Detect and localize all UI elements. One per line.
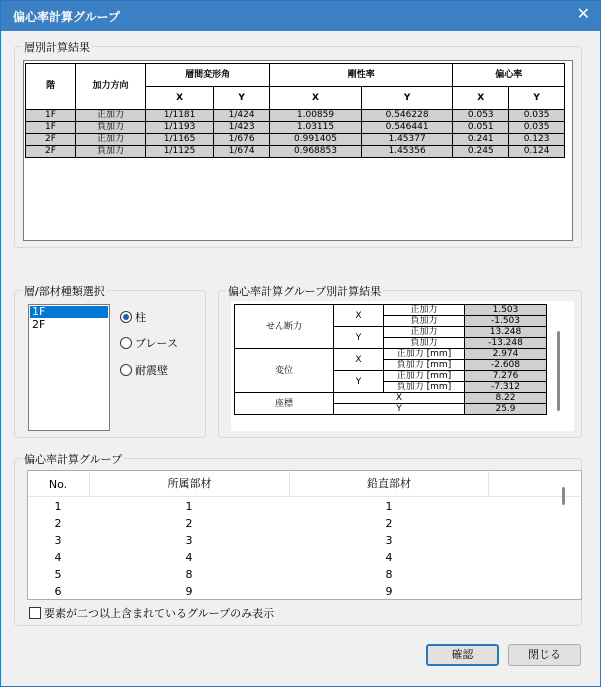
- cell-vertical: 3: [385, 534, 393, 547]
- filter-label: 要素が二つ以上含まれているグループのみ表示: [44, 607, 275, 620]
- cell-ecc-y: 0.123: [509, 134, 565, 146]
- coord-y-label: Y: [334, 404, 465, 415]
- cell-drift-x: 1/1193: [146, 122, 214, 134]
- eccentric-group-rows: [28, 498, 568, 600]
- checkbox-icon: [29, 607, 41, 619]
- cell-drift-y: 1/424: [214, 110, 270, 122]
- cell-floor: 1F: [26, 110, 76, 122]
- radio-shear-wall-label: 耐震壁: [135, 364, 168, 377]
- shear-x-label: X: [334, 305, 384, 327]
- disp-x-label: X: [334, 349, 384, 371]
- cell-drift-x: 1/1125: [146, 146, 214, 158]
- cell-ecc-y: 0.035: [509, 122, 565, 134]
- eccentric-group-table-box: [27, 470, 582, 600]
- floor-results-table-box: [23, 60, 573, 241]
- group-results-label: 偏心率計算グループ別計算結果: [228, 285, 382, 298]
- cell-ecc-x: 0.053: [453, 110, 509, 122]
- selection-group: [14, 285, 206, 438]
- group-results-group: [218, 285, 582, 438]
- cell-stiff-x: 0.991405: [270, 134, 362, 146]
- cell-member: 4: [185, 551, 193, 564]
- cell-stiff-y: 0.546228: [361, 110, 453, 122]
- disp-xp-label: 正加力 [mm]: [384, 349, 465, 360]
- disp-yp-label: 正加力 [mm]: [384, 371, 465, 382]
- col-eccentricity: 偏心率: [453, 64, 565, 87]
- cell-vertical: 1: [385, 500, 393, 513]
- cell-vertical: 2: [385, 517, 393, 530]
- cell-no: 2: [54, 517, 62, 530]
- shear-label: せん断力: [235, 305, 334, 349]
- col-drift-x: X: [146, 87, 214, 110]
- cell-floor: 1F: [26, 122, 76, 134]
- disp-label: 変位: [235, 349, 334, 393]
- list-item[interactable]: [28, 549, 568, 566]
- cell-stiff-x: 1.00859: [270, 110, 362, 122]
- radio-shear-wall[interactable]: [120, 362, 168, 378]
- cell-floor: 2F: [26, 134, 76, 146]
- cell-no: 5: [54, 568, 62, 581]
- cell-dir: 正加力: [76, 110, 146, 122]
- radio-unselected-icon: [120, 337, 132, 349]
- list-item[interactable]: [28, 515, 568, 532]
- list-item[interactable]: [28, 583, 568, 600]
- cell-ecc-x: 0.051: [453, 122, 509, 134]
- list-item[interactable]: [28, 532, 568, 549]
- col-stiffness-y: Y: [361, 87, 453, 110]
- disp-yp-value: 7.276: [465, 371, 547, 382]
- cell-stiff-x: 1.03115: [270, 122, 362, 134]
- col-drift-y: Y: [214, 87, 270, 110]
- shear-yn-label: 負加力: [384, 338, 465, 349]
- cell-vertical: 8: [385, 568, 393, 581]
- cell-no: 6: [54, 585, 62, 598]
- group-results-table-box: [231, 301, 574, 431]
- floor-list-item-1f[interactable]: 1F: [30, 306, 108, 318]
- shear-yp-value: 13.248: [465, 327, 547, 338]
- disp-yn-value: -7.312: [465, 382, 547, 393]
- cell-ecc-y: 0.035: [509, 110, 565, 122]
- disp-y-label: Y: [334, 371, 384, 393]
- floor-results-label: 層別計算結果: [24, 41, 90, 54]
- disp-yn-label: 負加力 [mm]: [384, 382, 465, 393]
- radio-brace[interactable]: [120, 335, 178, 351]
- shear-xp-label: 正加力: [384, 305, 465, 316]
- floor-listbox[interactable]: [28, 304, 110, 431]
- table-row[interactable]: [26, 146, 565, 158]
- cell-drift-x: 1/1181: [146, 110, 214, 122]
- list-item[interactable]: [28, 566, 568, 583]
- selection-label: 層/部材種類選択: [24, 285, 105, 298]
- col-member[interactable]: 所属部材: [89, 471, 289, 497]
- cell-member: 3: [185, 534, 193, 547]
- cell-no: 4: [54, 551, 62, 564]
- cell-drift-y: 1/674: [214, 146, 270, 158]
- shear-yn-value: -13.248: [465, 338, 547, 349]
- disp-xp-value: 2.974: [465, 349, 547, 360]
- col-stiffness-x: X: [270, 87, 362, 110]
- cell-member: 8: [185, 568, 193, 581]
- radio-column[interactable]: [120, 309, 146, 325]
- col-no[interactable]: No.: [48, 478, 68, 491]
- col-eccentricity-y: Y: [509, 87, 565, 110]
- radio-unselected-icon: [120, 364, 132, 376]
- coord-label: 座標: [235, 393, 334, 415]
- cell-no: 1: [54, 500, 62, 513]
- close-button[interactable]: 閉じる: [508, 644, 581, 666]
- cell-vertical: 9: [385, 585, 393, 598]
- shear-yp-label: 正加力: [384, 327, 465, 338]
- cell-no: 3: [54, 534, 62, 547]
- cell-dir: 正加力: [76, 134, 146, 146]
- coord-x-label: X: [334, 393, 465, 404]
- list-item[interactable]: [28, 498, 568, 515]
- shear-xn-value: -1.503: [465, 316, 547, 327]
- cell-member: 2: [185, 517, 193, 530]
- radio-selected-icon: [120, 311, 132, 323]
- cell-ecc-y: 0.124: [509, 146, 565, 158]
- col-floor: 階: [26, 64, 76, 110]
- cell-member: 9: [185, 585, 193, 598]
- table-row[interactable]: [26, 134, 565, 146]
- cell-stiff-y: 1.45356: [361, 146, 453, 158]
- group-results-scrollbar[interactable]: [557, 331, 560, 411]
- disp-xn-value: -2.608: [465, 360, 547, 371]
- cell-drift-y: 1/423: [214, 122, 270, 134]
- radio-brace-label: ブレース: [135, 337, 179, 350]
- title-bar: [1, 1, 600, 31]
- table-row[interactable]: [26, 122, 565, 134]
- coord-y-value: 25.9: [465, 404, 547, 415]
- col-direction: 加力方向: [76, 64, 146, 110]
- eccentric-group-header: [28, 471, 581, 497]
- eccentric-group-label: 偏心率計算グループ: [24, 453, 123, 466]
- cell-stiff-y: 0.546441: [361, 122, 453, 134]
- cell-drift-y: 1/676: [214, 134, 270, 146]
- coord-x-value: 8.22: [465, 393, 547, 404]
- cell-ecc-x: 0.245: [453, 146, 509, 158]
- cell-member: 1: [185, 500, 193, 513]
- cell-vertical: 4: [385, 551, 393, 564]
- group-results-table: [234, 304, 547, 415]
- eccentric-group-scrollbar[interactable]: [562, 487, 565, 505]
- window-title: 偏心率計算グループ: [13, 10, 121, 24]
- shear-xp-value: 1.503: [465, 305, 547, 316]
- floor-list-item-2f[interactable]: 2F: [32, 318, 46, 331]
- col-stiffness: 剛性率: [270, 64, 453, 87]
- filter-checkbox[interactable]: [29, 605, 274, 621]
- shear-y-label: Y: [334, 327, 384, 349]
- ok-button[interactable]: 確認: [426, 644, 499, 666]
- col-drift: 層間変形角: [146, 64, 270, 87]
- shear-xn-label: 負加力: [384, 316, 465, 327]
- cell-dir: 負加力: [76, 146, 146, 158]
- col-vertical[interactable]: 鉛直部材: [289, 471, 489, 497]
- col-eccentricity-x: X: [453, 87, 509, 110]
- cell-drift-x: 1/1165: [146, 134, 214, 146]
- radio-column-label: 柱: [135, 311, 146, 324]
- floor-results-table: [25, 63, 565, 158]
- table-row[interactable]: [26, 110, 565, 122]
- floor-results-group: [14, 41, 582, 248]
- eccentric-group-group: [14, 453, 582, 626]
- cell-floor: 2F: [26, 146, 76, 158]
- cell-dir: 負加力: [76, 122, 146, 134]
- cell-ecc-x: 0.241: [453, 134, 509, 146]
- cell-stiff-y: 1.45377: [361, 134, 453, 146]
- cell-stiff-x: 0.968853: [270, 146, 362, 158]
- close-icon[interactable]: ✕: [576, 4, 590, 23]
- disp-xn-label: 負加力 [mm]: [384, 360, 465, 371]
